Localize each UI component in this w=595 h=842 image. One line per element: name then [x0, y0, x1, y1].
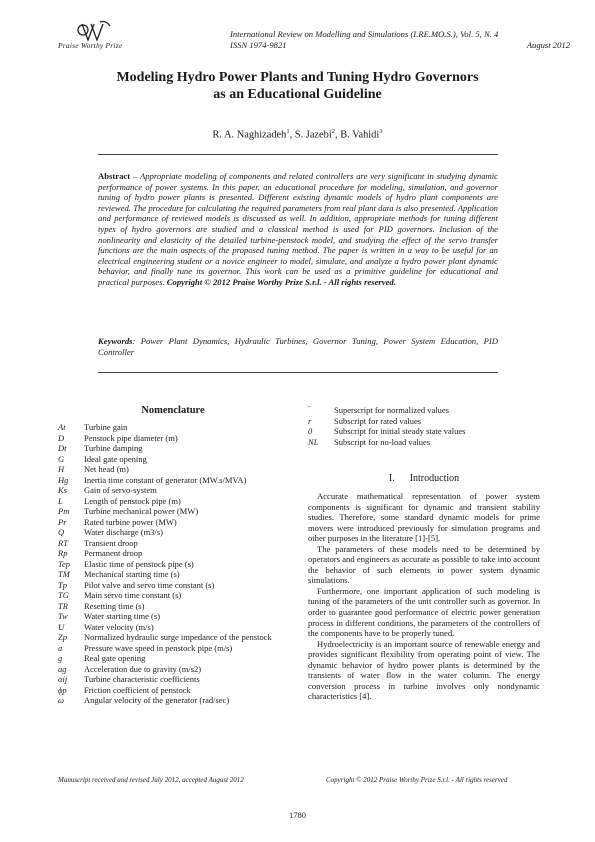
- nomenclature-symbol: Dt: [58, 443, 67, 453]
- nomenclature-row: [308, 426, 548, 437]
- nomenclature-list: [58, 422, 298, 706]
- nomenclature-definition: Length of penstock pipe (m): [84, 495, 181, 506]
- nomenclature-row: [58, 590, 298, 601]
- abstract: [98, 171, 498, 288]
- nomenclature-symbol: 0: [308, 426, 313, 436]
- section-heading: I. Introduction: [388, 473, 460, 484]
- manuscript-note: Manuscript received and revised July 2012, accepted August 2012: [58, 776, 244, 784]
- divider: [98, 372, 498, 373]
- nomenclature-symbol: ‾: [308, 405, 311, 415]
- nomenclature-notation-list: [308, 405, 548, 447]
- nomenclature-symbol: g: [58, 653, 63, 663]
- nomenclature-row: [58, 611, 298, 622]
- introduction-body: [308, 491, 540, 702]
- author: S. Jazebi: [294, 129, 332, 141]
- nomenclature-symbol: Tw: [58, 611, 68, 621]
- publisher-logo-text: Praise Worthy Prize: [58, 41, 123, 50]
- page-number: 1780: [289, 810, 306, 820]
- nomenclature-definition: Water velocity (m/s): [84, 621, 154, 632]
- abstract-label: Abstract: [98, 171, 131, 181]
- nomenclature-row: [58, 464, 298, 475]
- nomenclature-row: [58, 674, 298, 685]
- divider: [98, 154, 498, 155]
- nomenclature-definition: Gain of servo-system: [84, 485, 157, 495]
- nomenclature-definition: Angular velocity of the generator (rad/sec): [84, 695, 230, 705]
- paper-title-line1: Modeling Hydro Power Plants and Tuning Hydro Governors: [116, 70, 479, 85]
- abstract-text: – Appropriate modeling of components and related controllers are very significant in studying dynamic performance of power systems. In this paper, an educational procedure for modeling, simulation, and governor tuning of hydro power plants is presented. Different existing dynamic models of hydro plant components are reviewed. The procedure for calculating the required parameters from real plant data is also presented. Application and performance of reviewed models is discussed as well. In addition, appropriate methods for tuning different types of hydro governors are studied and a classical method is used for PID governors. Inclusion of the nonlinearity and elasticity of the detailed turbine-penstock model, and studying the effect of the servo transfer functions are the main aspects of the proposed tuning method. The paper is written in a way to be useful for an electrical engineering student or a novice engineer to model, simulate, and analyze a hydro power plant dynamic behavior, and finally tune its governor. This work can be used as a primitive guideline for educational and practical purposes.: [98, 171, 498, 287]
- journal-header: [230, 29, 570, 50]
- nomenclature-symbol: At: [58, 422, 66, 432]
- footer-copyright: Copyright © 2012 Praise Worthy Prize S.r.l. - All rights reserved: [326, 776, 508, 784]
- nomenclature-row: [58, 601, 298, 612]
- nomenclature-definition: Friction coefficient of penstock: [84, 684, 191, 695]
- nomenclature-definition: Turbine characteristic coefficients: [84, 674, 200, 684]
- nomenclature-definition: Resetting time (s): [84, 600, 145, 611]
- nomenclature-definition: Turbine mechanical power (MW): [84, 506, 199, 516]
- nomenclature-row: [58, 632, 298, 643]
- nomenclature-row: [58, 653, 298, 664]
- nomenclature-row: [58, 580, 298, 591]
- nomenclature-definition: Water discharge (m3/s): [84, 527, 163, 537]
- nomenclature-symbol: RT: [58, 537, 68, 548]
- author-affiliation: 1: [286, 128, 290, 135]
- paper-title-line2: as an Educational Guideline: [213, 87, 382, 102]
- nomenclature-definition: Rated turbine power (MW): [84, 516, 177, 527]
- nomenclature-definition: Normalized hydraulic surge impedance of the penstock: [84, 632, 272, 642]
- nomenclature-definition: Inertia time constant of generator (MW.s/MVA): [84, 474, 247, 485]
- nomenclature-row: [58, 559, 298, 570]
- nomenclature-symbol: TM: [58, 569, 70, 579]
- nomenclature-symbol: H: [58, 464, 65, 474]
- nomenclature-row: [58, 475, 298, 486]
- nomenclature-symbol: ϕp: [58, 684, 67, 695]
- nomenclature-symbol: U: [58, 621, 65, 632]
- nomenclature-symbol: Rp: [58, 548, 68, 558]
- nomenclature-symbol: Zp: [58, 632, 67, 642]
- paper-title: [40, 69, 555, 103]
- nomenclature-definition: Main servo time constant (s): [84, 590, 182, 600]
- keywords-label: Keywords: [98, 336, 133, 346]
- nomenclature-definition: Ideal gate opening: [84, 453, 147, 464]
- nomenclature-row: [58, 569, 298, 580]
- nomenclature-row: [58, 548, 298, 559]
- nomenclature-row: [58, 643, 298, 654]
- nomenclature-definition: Superscript for normalized values: [334, 405, 449, 415]
- nomenclature-row: [58, 496, 298, 507]
- nomenclature-symbol: Q: [58, 527, 65, 537]
- nomenclature-symbol: G: [58, 453, 65, 464]
- nomenclature-symbol: TG: [58, 590, 69, 600]
- nomenclature-definition: Transient droop: [84, 537, 138, 548]
- nomenclature-definition: Subscript for initial steady state values: [334, 426, 466, 436]
- keywords: [98, 336, 498, 357]
- nomenclature-definition: Acceleration due to gravity (m/s2): [84, 663, 202, 674]
- nomenclature-row: [58, 422, 298, 433]
- nomenclature-definition: Turbine damping: [84, 443, 143, 453]
- nomenclature-symbol: L: [58, 495, 63, 506]
- journal-issn: ISSN 1974-9821: [230, 39, 287, 50]
- nomenclature-symbol: ω: [58, 695, 65, 705]
- nomenclature-row: [58, 664, 298, 675]
- nomenclature-symbol: D: [58, 432, 65, 443]
- paragraph: Hydroelectricity is an important source of renewable energy and provides significant flexibility from operating point of view. The dynamic behavior of hydro power plants is determined by the transients of water flow in the water column. The energy conversion process in turbine involves only nondynamic characteristics [4].: [308, 638, 540, 702]
- nomenclature-symbol: Pr: [58, 516, 67, 527]
- nomenclature-symbol: Ks: [58, 485, 67, 495]
- nomenclature-row: [58, 685, 298, 696]
- nomenclature-symbol: r: [308, 415, 312, 426]
- nomenclature-row: [58, 485, 298, 496]
- abstract-copyright: Copyright © 2012 Praise Worthy Prize S.r.l. - All rights reserved.: [166, 276, 396, 287]
- nomenclature-definition: Water starting time (s): [84, 611, 161, 621]
- nomenclature-definition: Permanent droop: [84, 548, 143, 558]
- nomenclature-symbol: Pm: [58, 506, 70, 516]
- publisher-logo: [58, 18, 148, 56]
- nomenclature-symbol: ag: [58, 663, 67, 674]
- nomenclature-definition: Elastic time of penstock pipe (s): [84, 558, 194, 569]
- nomenclature-definition: Turbine gain: [84, 422, 128, 432]
- nomenclature-title: Nomenclature: [141, 405, 205, 416]
- nomenclature-symbol: αij: [58, 674, 68, 684]
- nomenclature-symbol: NL: [308, 436, 319, 447]
- nomenclature-symbol: Hg: [58, 474, 69, 485]
- nomenclature-row: [58, 695, 298, 706]
- paragraph: Furthermore, one important application of such modeling is tuning of the parameters of the unit controller such as governor. In order to guarantee good performance of electric power generation process in different conditions, the parameters of the controllers of the components have to be properly tuned.: [308, 585, 540, 639]
- nomenclature-definition: Net head (m): [84, 464, 129, 474]
- nomenclature-symbol: Tp: [58, 579, 67, 590]
- nomenclature-definition: Penstock pipe diameter (m): [84, 432, 178, 443]
- nomenclature-symbol: TR: [58, 600, 68, 611]
- nomenclature-symbol: Tep: [58, 558, 70, 569]
- nomenclature-row: [58, 538, 298, 549]
- keywords-text: : Power Plant Dynamics, Hydraulic Turbines, Governor Tuning, Power System Education, PID Controller: [98, 336, 498, 357]
- nomenclature-symbol: a: [58, 642, 63, 653]
- author-list: R. A. Naghizadeh$^1$, S. Jazebi$^2$, B. Vahidi$^3$: [212, 128, 383, 141]
- journal-date: August 2012: [526, 39, 570, 50]
- nomenclature-definition: Mechanical starting time (s): [84, 569, 180, 579]
- nomenclature-row: [308, 437, 548, 448]
- author: B. Vahidi: [340, 129, 380, 141]
- nomenclature-row: [58, 517, 298, 528]
- paragraph: Accurate mathematical representation of power system components is significant for dynamic and transient stability studies. Therefore, some standard dynamic models for prime movers were introduced previously for simulation programs and other purposes in the literature [1]-[5].: [308, 491, 540, 544]
- nomenclature-definition: Pilot valve and servo time constant (s): [84, 579, 215, 590]
- nomenclature-row: [58, 454, 298, 465]
- nomenclature-row: [58, 622, 298, 633]
- nomenclature-definition: Real gate opening: [84, 653, 146, 663]
- nomenclature-row: [58, 433, 298, 444]
- author: R. A. Naghizadeh: [212, 129, 287, 141]
- paragraph: The parameters of these models need to be determined by operators and engineers as accurate as possible to take into account the behavior of such elements in power system dynamic simulations.: [308, 543, 540, 586]
- nomenclature-definition: Subscript for no-load values: [334, 436, 431, 447]
- journal-name: International Review on Modelling and Simulations (I.RE.MO.S.), Vol. 5, N. 4: [230, 29, 499, 39]
- nomenclature-row: [58, 527, 298, 538]
- nomenclature-row: [58, 506, 298, 517]
- author-affiliation: 3: [379, 128, 383, 135]
- nomenclature-row: [308, 416, 548, 427]
- author-affiliation: 2: [331, 128, 335, 135]
- nomenclature-row: [308, 405, 548, 416]
- nomenclature-row: [58, 443, 298, 454]
- nomenclature-definition: Pressure wave speed in penstock pipe (m/s): [84, 642, 233, 653]
- nomenclature-definition: Subscript for rated values: [334, 415, 422, 426]
